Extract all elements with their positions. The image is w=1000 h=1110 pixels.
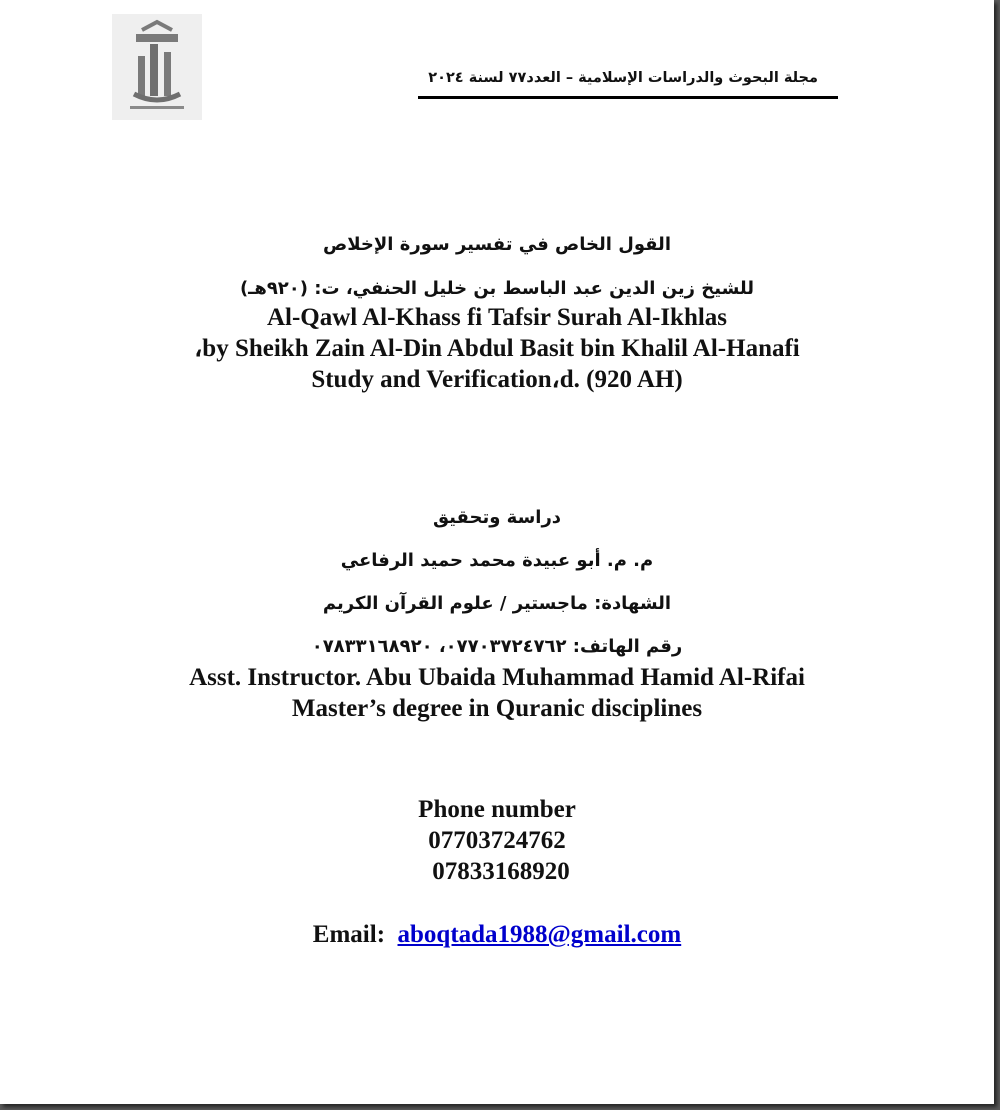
title-section <box>0 232 994 395</box>
title-english-line-3: Study and Verification،d. (920 AH) <box>311 366 683 393</box>
journal-logo-icon <box>112 14 202 120</box>
email-link[interactable]: aboqtada1988@gmail.com <box>397 921 682 948</box>
degree-arabic: الشهادة: ماجستير / علوم القرآن الكريم <box>322 593 672 614</box>
title-english-line-2: ،by Sheikh Zain Al-Din Abdul Basit bin Khalil Al-Hanafi <box>194 335 800 362</box>
researcher-name-arabic: م. م. أبو عبيدة محمد حميد الرفاعي <box>340 550 654 571</box>
researcher-section <box>0 505 994 724</box>
author-arabic: للشيخ زين الدين عبد الباسط بن خليل الحنفي، ت: (٩٢٠هـ) <box>239 278 755 299</box>
contact-section <box>0 794 994 950</box>
header-rule <box>418 96 838 99</box>
email-line <box>0 919 994 950</box>
degree-english: Master’s degree in Quranic disciplines <box>291 695 703 722</box>
journal-header: مجلة البحوث والدراسات الإسلامية – العدد٧٧ لسنة ٢٠٢٤ <box>428 70 818 86</box>
title-english-line-1: Al-Qawl Al-Khass fi Tafsir Surah Al-Ikhlas <box>266 304 728 331</box>
phone-label-english: Phone number <box>418 796 576 823</box>
phone-number-2: 07833168920 <box>432 858 570 885</box>
study-label-arabic: دراسة وتحقيق <box>432 507 562 528</box>
phone-number-1: 07703724762 <box>428 827 566 854</box>
title-arabic: القول الخاص في تفسير سورة الإخلاص <box>323 234 671 255</box>
email-label: Email: <box>312 921 386 948</box>
phone-arabic: رقم الهاتف: ٠٧٧٠٣٧٢٤٧٦٢، ٠٧٨٣٣١٦٨٩٢٠ <box>311 636 683 657</box>
researcher-name-english: Asst. Instructor. Abu Ubaida Muhammad Hamid Al-Rifai <box>189 664 805 691</box>
